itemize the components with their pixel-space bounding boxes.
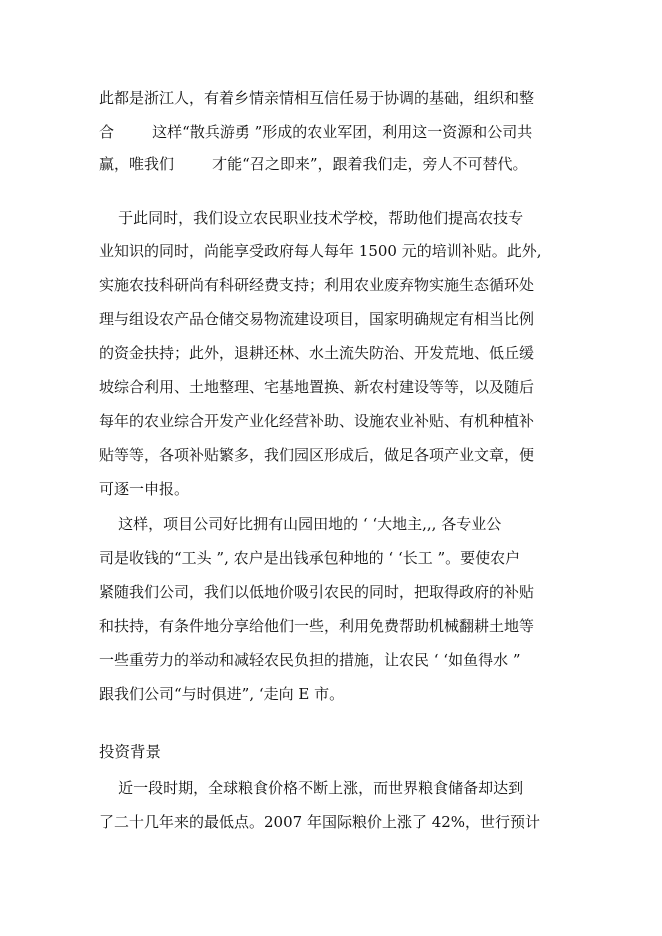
paragraph-1-line: 合 这样“散兵游勇 ”形成的农业军团，利用这一资源和公司共 (99, 123, 533, 141)
paragraph-2-line: 的资金扶持；此外，退耕还林、水土流失防治、开发荒地、低丘缓 (99, 344, 535, 362)
paragraph-3-line: 司是收钱的“工头 ”, 农户是出钱承包种地的 ‘ ‘长工 ”。要使农户 (99, 549, 521, 567)
paragraph-3-line: 跟我们公司“与时俱进”, ‘走向 E 市。 (99, 685, 345, 703)
paragraph-3-line: 这样，项目公司好比拥有山园田地的 ‘ ‘大地主,,, 各专业公 (99, 515, 502, 533)
paragraph-1-line: 此都是浙江人，有着乡情亲情相互信任易于协调的基础，组织和整 (99, 89, 535, 107)
paragraph-2-line: 理与组设农产品仓储交易物流建设项目，国家明确规定有相当比例 (99, 310, 535, 328)
paragraph-3-line: 紧随我们公司，我们以低地价吸引农民的同时，把取得政府的补贴 (99, 583, 535, 601)
paragraph-4-line: 了二十几年来的最低点。2007 年国际粮价上涨了 42%，世行预计 (99, 813, 541, 831)
paragraph-4-line: 近一段时期，全球粮食价格不断上涨，而世界粮食储备却达到 (99, 779, 524, 797)
paragraph-2-line: 每年的农业综合开发产业化经营补助、设施农业补贴、有机种植补 (99, 412, 535, 430)
paragraph-2-line: 于此同时，我们设立农民职业技术学校，帮助他们提高农技专 (99, 209, 524, 227)
paragraph-2-line: 贴等等，各项补贴繁多，我们园区形成后，做足各项产业文章，便 (99, 446, 535, 464)
paragraph-2-line: 坡综合利用、土地整理、宅基地置换、新农村建设等等，以及随后 (99, 378, 535, 396)
paragraph-2-line: 实施农技科研尚有科研经费支持；利用农业废弃物实施生态循环处 (99, 276, 535, 294)
paragraph-2-line: 可逐一申报。 (99, 480, 190, 498)
paragraph-3-line: 一些重劳力的举动和减轻农民负担的措施，让农民 ‘ ‘如鱼得水 ” (99, 651, 521, 669)
paragraph-3-line: 和扶持，有条件地分享给他们一些，利用免费帮助机械翻耕土地等 (99, 617, 535, 635)
paragraph-2-line: 业知识的同时，尚能享受政府每人每年 1500 元的培训补贴。此外, (99, 242, 542, 260)
paragraph-1-line: 赢，唯我们 才能“召之即来”，跟着我们走，旁人不可替代。 (99, 155, 528, 173)
section-heading: 投资背景 (99, 743, 162, 761)
